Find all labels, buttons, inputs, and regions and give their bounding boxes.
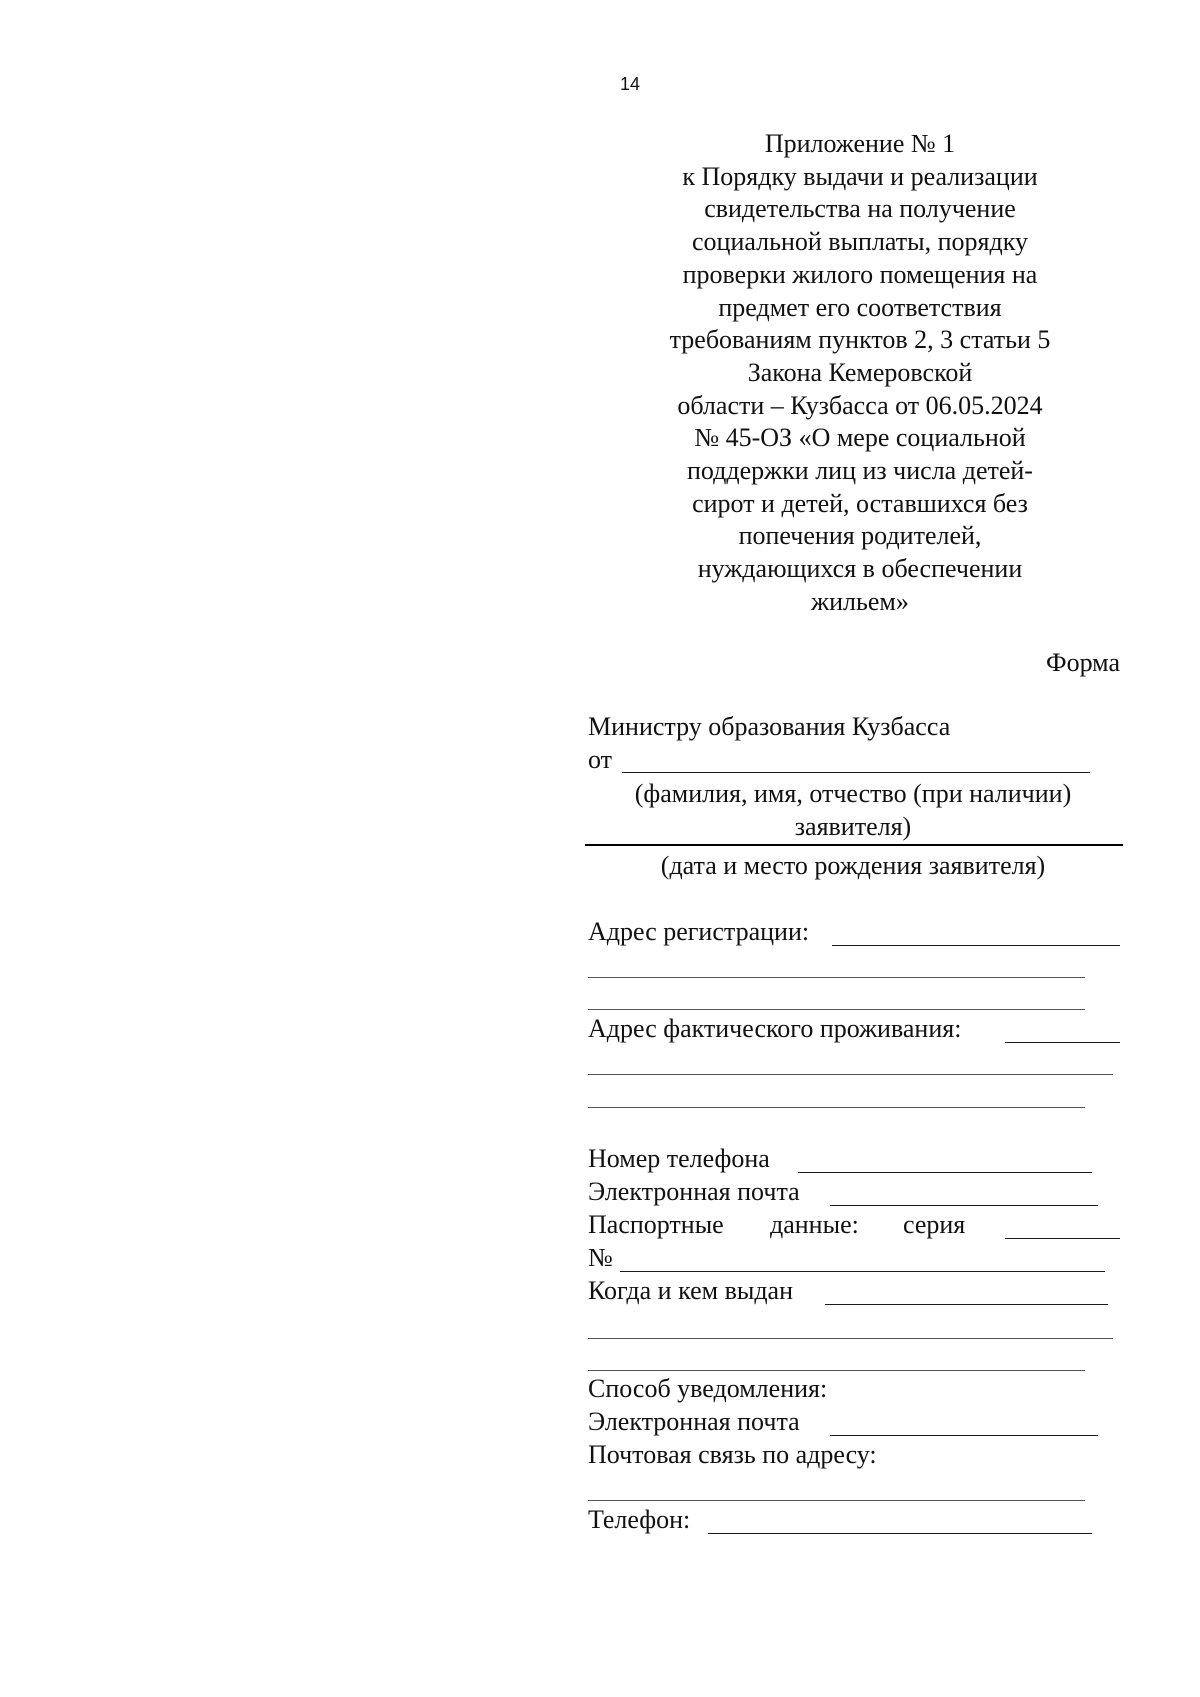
notify-email-label: Электронная почта xyxy=(588,1407,800,1436)
issued-label: Когда и кем выдан xyxy=(588,1276,794,1305)
passport-series-field[interactable] xyxy=(1005,1238,1120,1239)
appendix-line: предмет его соответствия xyxy=(718,292,1002,322)
email-label: Электронная почта xyxy=(588,1177,800,1206)
notify-email-field[interactable] xyxy=(830,1435,1098,1436)
reg-address-label: Адрес регистрации: xyxy=(588,917,810,946)
phone-field[interactable] xyxy=(798,1172,1092,1173)
passport-number-field[interactable] xyxy=(620,1271,1105,1272)
birth-caption: (дата и место рождения заявителя) xyxy=(660,851,1046,880)
form-label: Форма xyxy=(1046,648,1120,677)
issued-field[interactable] xyxy=(825,1304,1108,1305)
actual-address-line-2[interactable] xyxy=(588,1074,1113,1075)
from-field[interactable] xyxy=(622,772,1090,773)
birth-field[interactable] xyxy=(585,844,1123,846)
telephone-field[interactable] xyxy=(708,1533,1092,1534)
issued-line-2[interactable] xyxy=(588,1338,1113,1339)
notify-label: Способ уведомления: xyxy=(588,1374,828,1403)
issued-line-3[interactable] xyxy=(588,1370,1085,1371)
postal-label: Почтовая связь по адресу: xyxy=(588,1440,877,1469)
appendix-line: № 45-ОЗ «О мере социальной xyxy=(694,423,1026,453)
from-label: от xyxy=(588,745,613,774)
fio-caption-2: заявителя) xyxy=(794,812,912,841)
phone-label: Номер телефона xyxy=(588,1144,770,1173)
appendix-line: нуждающихся в обеспечении xyxy=(697,554,1023,584)
appendix-line: свидетельства на получение xyxy=(704,194,1016,224)
passport-data-label: данные: xyxy=(770,1210,859,1239)
email-field[interactable] xyxy=(830,1205,1098,1206)
appendix-line: Закона Кемеровской xyxy=(747,357,973,387)
telephone-label: Телефон: xyxy=(588,1505,691,1534)
actual-address-field[interactable] xyxy=(1005,1042,1120,1043)
appendix-line: социальной выплаты, порядку xyxy=(692,227,1028,257)
actual-address-label: Адрес фактического проживания: xyxy=(588,1014,962,1043)
appendix-line: жильем» xyxy=(811,586,909,616)
passport-series-label: серия xyxy=(903,1210,966,1239)
passport-label: Паспортные xyxy=(588,1210,724,1239)
number-label: № xyxy=(588,1243,613,1272)
appendix-line: области – Кузбасса от 06.05.2024 xyxy=(677,390,1043,420)
fio-caption: (фамилия, имя, отчество (при наличии) xyxy=(634,779,1072,808)
appendix-line: проверки жилого помещения на xyxy=(682,259,1038,289)
page-number: 14 xyxy=(620,74,641,94)
actual-address-line-3[interactable] xyxy=(588,1107,1085,1108)
appendix-line: к Порядку выдачи и реализации xyxy=(682,161,1038,191)
appendix-line: сирот и детей, оставшихся без xyxy=(692,488,1028,518)
appendix-header xyxy=(645,128,1075,619)
appendix-line: попечения родителей, xyxy=(738,521,982,551)
postal-address-field[interactable] xyxy=(588,1500,1085,1501)
appendix-line: требованиям пунктов 2, 3 статьи 5 xyxy=(669,325,1051,355)
reg-address-line-2[interactable] xyxy=(588,977,1085,978)
addressee: Министру образования Кузбасса xyxy=(588,712,951,741)
reg-address-field[interactable] xyxy=(832,945,1120,946)
appendix-line: поддержки лиц из числа детей- xyxy=(687,456,1033,486)
appendix-line: Приложение № 1 xyxy=(764,129,956,158)
reg-address-line-3[interactable] xyxy=(588,1009,1085,1010)
